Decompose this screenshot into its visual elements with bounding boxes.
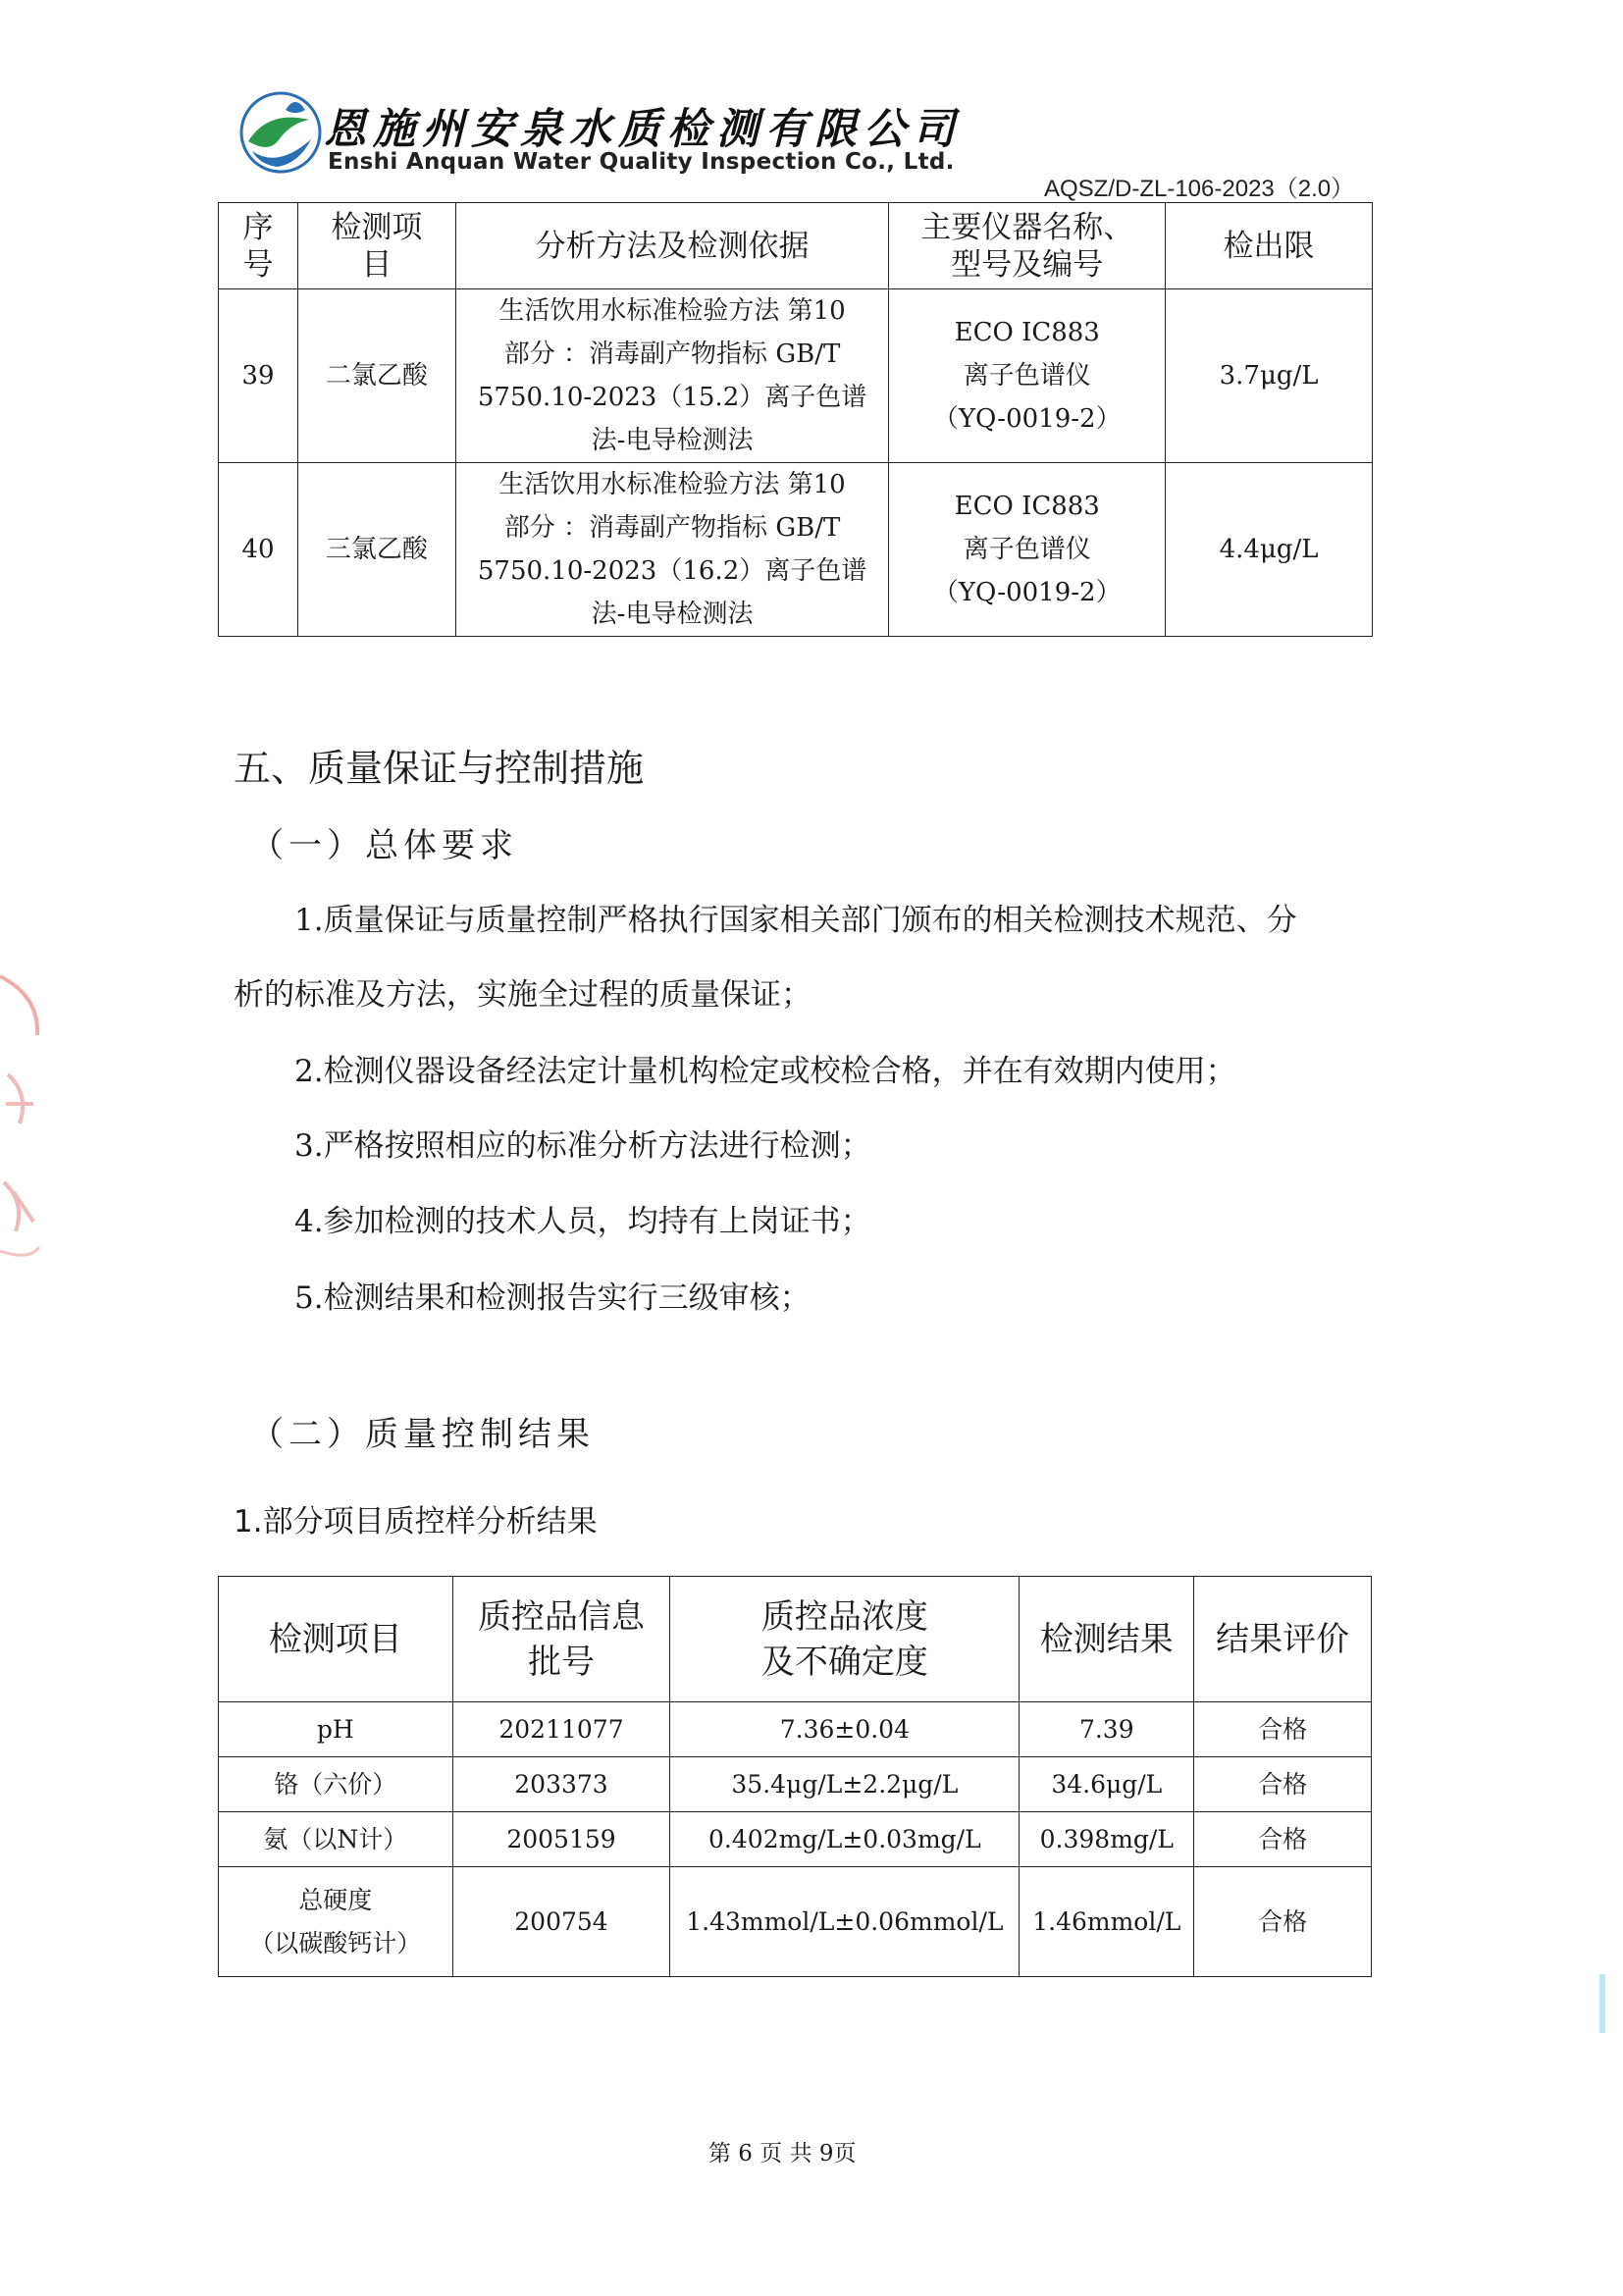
- cell-batch: 20211077: [452, 1702, 670, 1757]
- document-code: AQSZ/D-ZL-106-2023（2.0）: [1044, 176, 1355, 202]
- header-item: 检测项目: [219, 1577, 453, 1702]
- table-row: [219, 289, 1373, 463]
- header-evaluation: 结果评价: [1194, 1577, 1372, 1702]
- cell-method: 生活饮用水标准检验方法 第10 部分 ：消毒副产物指标 GB/T 5750.10-2023（15.2）离子色谱 法-电导检测法: [455, 289, 889, 463]
- cell-batch: 200754: [452, 1867, 670, 1977]
- cell-instrument: ECO IC883 离子色谱仪 （YQ-0019-2）: [889, 463, 1166, 637]
- qc-sample-heading: 1.部分项目质控样分析结果: [234, 1504, 598, 1539]
- requirement-item-2: 2.检测仪器设备经法定计量机构检定或校检合格，并在有效期内使用；: [294, 1054, 1236, 1089]
- methods-table-header-row: [219, 203, 1373, 289]
- cell-evaluation: 合格: [1194, 1757, 1372, 1812]
- header-concentration: 质控品浓度 及不确定度: [670, 1577, 1020, 1702]
- cell-evaluation: 合格: [1194, 1867, 1372, 1977]
- cell-result: 0.398mg/L: [1020, 1812, 1194, 1867]
- cell-concentration: 7.36±0.04: [670, 1702, 1020, 1757]
- cell-concentration: 0.402mg/L±0.03mg/L: [670, 1812, 1020, 1867]
- requirement-item-1: 1.质量保证与质量控制严格执行国家相关部门颁布的相关检测技术规范、分: [294, 903, 1297, 938]
- requirement-item-3: 3.严格按照相应的标准分析方法进行检测；: [294, 1128, 871, 1164]
- requirement-item-4: 4.参加检测的技术人员，均持有上岗证书；: [294, 1204, 871, 1239]
- cell-limit: 4.4μg/L: [1166, 463, 1373, 637]
- cell-result: 1.46mmol/L: [1020, 1867, 1194, 1977]
- cell-result: 7.39: [1020, 1702, 1194, 1757]
- company-name-cn: 恩施州安泉水质检测有限公司: [324, 105, 962, 154]
- table-row: [219, 1702, 1372, 1757]
- cell-item: 铬（六价）: [219, 1757, 453, 1812]
- cell-item: 二氯乙酸: [297, 289, 455, 463]
- cell-item: 总硬度 （以碳酸钙计）: [219, 1867, 453, 1977]
- cell-item: 氨（以N计）: [219, 1812, 453, 1867]
- subsection-title-general: （一）总体要求: [250, 826, 518, 865]
- cell-method: 生活饮用水标准检验方法 第10 部分 ：消毒副产物指标 GB/T 5750.10-2023（16.2）离子色谱 法-电导检测法: [455, 463, 889, 637]
- cell-result: 34.6μg/L: [1020, 1757, 1194, 1812]
- company-name-en: Enshi Anquan Water Quality Inspection Co., Ltd.: [328, 149, 955, 175]
- company-logo: [238, 90, 323, 175]
- header-batch: 质控品信息 批号: [452, 1577, 670, 1702]
- cell-seq: 40: [219, 463, 298, 637]
- header-method: 分析方法及检测依据: [455, 203, 889, 289]
- seal-stamp-fragment: [0, 957, 45, 1280]
- table-row: [219, 1812, 1372, 1867]
- requirement-item-1-cont: 析的标准及方法，实施全过程的质量保证；: [234, 977, 812, 1013]
- subsection-title-qc-results: （二）质量控制结果: [250, 1415, 595, 1454]
- scan-mark: [1599, 1974, 1605, 2033]
- cell-batch: 203373: [452, 1757, 670, 1812]
- header-result: 检测结果: [1020, 1577, 1194, 1702]
- table-row: [219, 463, 1373, 637]
- qc-table-header-row: [219, 1577, 1372, 1702]
- cell-instrument: ECO IC883 离子色谱仪 （YQ-0019-2）: [889, 289, 1166, 463]
- page-number: 第 6 页 共 9页: [708, 2141, 857, 2166]
- header-seq: 序 号: [219, 203, 298, 289]
- header-instrument: 主要仪器名称、 型号及编号: [889, 203, 1166, 289]
- cell-item: pH: [219, 1702, 453, 1757]
- cell-evaluation: 合格: [1194, 1812, 1372, 1867]
- header-limit: 检出限: [1166, 203, 1373, 289]
- cell-batch: 2005159: [452, 1812, 670, 1867]
- section-title: 五、质量保证与控制措施: [234, 747, 645, 790]
- methods-table: [218, 202, 1373, 637]
- qc-results-table: [218, 1576, 1372, 1977]
- table-row: [219, 1757, 1372, 1812]
- header-item: 检测项 目: [297, 203, 455, 289]
- cell-item: 三氯乙酸: [297, 463, 455, 637]
- cell-concentration: 1.43mmol/L±0.06mmol/L: [670, 1867, 1020, 1977]
- cell-concentration: 35.4μg/L±2.2μg/L: [670, 1757, 1020, 1812]
- cell-seq: 39: [219, 289, 298, 463]
- requirement-item-5: 5.检测结果和检测报告实行三级审核；: [294, 1280, 811, 1316]
- table-row: [219, 1867, 1372, 1977]
- cell-limit: 3.7μg/L: [1166, 289, 1373, 463]
- cell-evaluation: 合格: [1194, 1702, 1372, 1757]
